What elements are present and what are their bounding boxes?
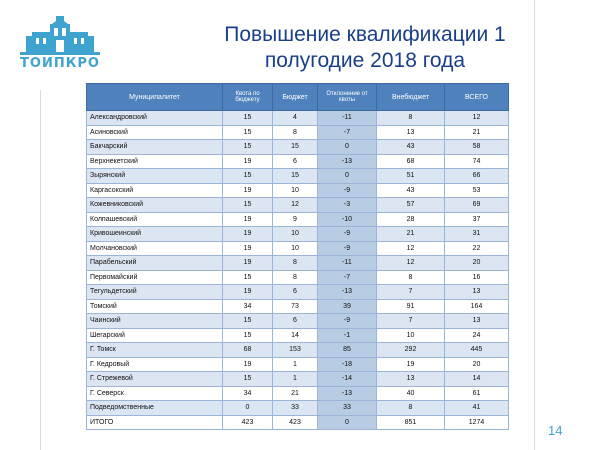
cell-total: 22 — [445, 241, 509, 256]
cell-quota: 19 — [223, 154, 273, 169]
cell-municipality: Каргасокский — [87, 183, 223, 198]
cell-municipality: Молчановский — [87, 241, 223, 256]
cell-quota: 19 — [223, 227, 273, 242]
cell-total: 164 — [445, 299, 509, 314]
cell-quota: 34 — [223, 386, 273, 401]
cell-extrabudget: 91 — [377, 299, 445, 314]
table-row — [87, 270, 509, 285]
title-line-1: Повышение квалификации 1 — [224, 23, 506, 46]
cell-quota: 15 — [223, 270, 273, 285]
cell-municipality: Тегульдетский — [87, 285, 223, 300]
cell-quota: 15 — [223, 372, 273, 387]
cell-quota: 423 — [223, 415, 273, 430]
cell-budget: 4 — [273, 111, 318, 126]
cell-total: 41 — [445, 401, 509, 416]
cell-municipality: Шегарский — [87, 328, 223, 343]
cell-extrabudget: 12 — [377, 256, 445, 271]
column-header-extrabudget: Внебюджет — [377, 84, 445, 111]
cell-deviation: -7 — [318, 270, 377, 285]
cell-total: 13 — [445, 285, 509, 300]
cell-budget: 15 — [273, 169, 318, 184]
table-row — [87, 357, 509, 372]
cell-total: 12 — [445, 111, 509, 126]
cell-deviation: -10 — [318, 212, 377, 227]
cell-budget: 10 — [273, 227, 318, 242]
cell-total: 13 — [445, 314, 509, 329]
cell-extrabudget: 10 — [377, 328, 445, 343]
cell-budget: 9 — [273, 212, 318, 227]
cell-deviation: -3 — [318, 198, 377, 213]
cell-extrabudget: 8 — [377, 401, 445, 416]
cell-quota: 15 — [223, 169, 273, 184]
logo — [12, 14, 108, 76]
cell-municipality: Г. Кедровый — [87, 357, 223, 372]
cell-budget: 10 — [273, 183, 318, 198]
table-row — [87, 154, 509, 169]
cell-total: 20 — [445, 357, 509, 372]
cell-quota: 15 — [223, 198, 273, 213]
cell-quota: 15 — [223, 314, 273, 329]
cell-total: 31 — [445, 227, 509, 242]
cell-extrabudget: 21 — [377, 227, 445, 242]
cell-budget: 423 — [273, 415, 318, 430]
cell-budget: 8 — [273, 125, 318, 140]
title-line-2: полугодие 2018 года — [264, 49, 466, 72]
cell-extrabudget: 19 — [377, 357, 445, 372]
cell-extrabudget: 43 — [377, 183, 445, 198]
cell-total: 24 — [445, 328, 509, 343]
cell-total: 66 — [445, 169, 509, 184]
cell-deviation: 0 — [318, 415, 377, 430]
table-row — [87, 169, 509, 184]
table-row — [87, 386, 509, 401]
logo-text: ТОИПКРО — [20, 56, 100, 71]
cell-quota: 15 — [223, 111, 273, 126]
cell-quota: 19 — [223, 285, 273, 300]
table-row — [87, 401, 509, 416]
cell-extrabudget: 13 — [377, 125, 445, 140]
cell-extrabudget: 8 — [377, 270, 445, 285]
cell-deviation: 39 — [318, 299, 377, 314]
table-header-row — [87, 84, 509, 111]
qualification-table — [86, 83, 509, 430]
cell-total: 58 — [445, 140, 509, 155]
column-header-total: ВСЕГО — [445, 84, 509, 111]
column-header-budget: Бюджет — [273, 84, 318, 111]
cell-extrabudget: 43 — [377, 140, 445, 155]
page-title — [170, 22, 560, 74]
table-row — [87, 227, 509, 242]
cell-budget: 6 — [273, 154, 318, 169]
cell-quota: 19 — [223, 357, 273, 372]
cell-extrabudget: 8 — [377, 111, 445, 126]
cell-total: 1274 — [445, 415, 509, 430]
cell-municipality: Подведомственные — [87, 401, 223, 416]
table-row — [87, 212, 509, 227]
cell-budget: 15 — [273, 140, 318, 155]
cell-extrabudget: 292 — [377, 343, 445, 358]
table-row — [87, 328, 509, 343]
cell-municipality: Чаинский — [87, 314, 223, 329]
cell-deviation: -11 — [318, 111, 377, 126]
cell-budget: 6 — [273, 285, 318, 300]
cell-municipality: Первомайский — [87, 270, 223, 285]
cell-municipality: Г. Северск — [87, 386, 223, 401]
cell-municipality: Зырянский — [87, 169, 223, 184]
cell-quota: 34 — [223, 299, 273, 314]
cell-deviation: -18 — [318, 357, 377, 372]
cell-deviation: 85 — [318, 343, 377, 358]
cell-budget: 8 — [273, 270, 318, 285]
cell-municipality: Г. Томск — [87, 343, 223, 358]
cell-deviation: -13 — [318, 154, 377, 169]
cell-deviation: 33 — [318, 401, 377, 416]
column-header-quota: Квота по бюджету — [223, 84, 273, 111]
table-row — [87, 111, 509, 126]
cell-deviation: 0 — [318, 169, 377, 184]
cell-budget: 12 — [273, 198, 318, 213]
cell-municipality: Г. Стрежевой — [87, 372, 223, 387]
cell-deviation: -9 — [318, 314, 377, 329]
cell-total: 74 — [445, 154, 509, 169]
cell-extrabudget: 51 — [377, 169, 445, 184]
building-icon — [12, 14, 108, 56]
cell-extrabudget: 13 — [377, 372, 445, 387]
cell-extrabudget: 7 — [377, 285, 445, 300]
cell-quota: 19 — [223, 183, 273, 198]
table-row — [87, 299, 509, 314]
table-row — [87, 140, 509, 155]
page-number: 14 — [548, 423, 563, 438]
cell-total: 21 — [445, 125, 509, 140]
cell-quota: 19 — [223, 256, 273, 271]
cell-extrabudget: 7 — [377, 314, 445, 329]
cell-budget: 10 — [273, 241, 318, 256]
table-row — [87, 125, 509, 140]
cell-quota: 68 — [223, 343, 273, 358]
cell-deviation: -11 — [318, 256, 377, 271]
table-row — [87, 198, 509, 213]
cell-deviation: -1 — [318, 328, 377, 343]
cell-extrabudget: 28 — [377, 212, 445, 227]
cell-total: 69 — [445, 198, 509, 213]
cell-total: 445 — [445, 343, 509, 358]
cell-budget: 153 — [273, 343, 318, 358]
cell-total: 20 — [445, 256, 509, 271]
cell-deviation: -9 — [318, 241, 377, 256]
table-row — [87, 285, 509, 300]
cell-total: 61 — [445, 386, 509, 401]
cell-deviation: -14 — [318, 372, 377, 387]
cell-total: 16 — [445, 270, 509, 285]
table-row — [87, 372, 509, 387]
cell-quota: 19 — [223, 212, 273, 227]
cell-quota: 15 — [223, 328, 273, 343]
cell-deviation: 0 — [318, 140, 377, 155]
cell-quota: 0 — [223, 401, 273, 416]
cell-extrabudget: 68 — [377, 154, 445, 169]
cell-budget: 1 — [273, 357, 318, 372]
cell-budget: 33 — [273, 401, 318, 416]
cell-quota: 15 — [223, 125, 273, 140]
cell-quota: 15 — [223, 140, 273, 155]
cell-extrabudget: 57 — [377, 198, 445, 213]
cell-budget: 1 — [273, 372, 318, 387]
table-row — [87, 183, 509, 198]
column-header-municipality: Муниципалитет — [87, 84, 223, 111]
cell-quota: 19 — [223, 241, 273, 256]
table-row — [87, 343, 509, 358]
cell-deviation: -13 — [318, 386, 377, 401]
table-row — [87, 314, 509, 329]
decorative-line-left — [40, 90, 41, 450]
cell-municipality: Томский — [87, 299, 223, 314]
cell-extrabudget: 851 — [377, 415, 445, 430]
table-body — [87, 111, 509, 430]
table-row — [87, 256, 509, 271]
cell-budget: 73 — [273, 299, 318, 314]
cell-deviation: -7 — [318, 125, 377, 140]
cell-budget: 14 — [273, 328, 318, 343]
cell-deviation: -9 — [318, 227, 377, 242]
cell-budget: 8 — [273, 256, 318, 271]
cell-municipality: Бакчарский — [87, 140, 223, 155]
table-row — [87, 241, 509, 256]
cell-extrabudget: 40 — [377, 386, 445, 401]
column-header-deviation: Отклонение от квоты — [318, 84, 377, 111]
cell-budget: 6 — [273, 314, 318, 329]
cell-total: 37 — [445, 212, 509, 227]
cell-municipality: Кожевниковский — [87, 198, 223, 213]
cell-total: 53 — [445, 183, 509, 198]
cell-municipality: Александровский — [87, 111, 223, 126]
cell-municipality: Колпашевский — [87, 212, 223, 227]
table-row — [87, 415, 509, 430]
cell-total: 14 — [445, 372, 509, 387]
cell-deviation: -13 — [318, 285, 377, 300]
cell-municipality: Кривошеинский — [87, 227, 223, 242]
cell-municipality: Асиновский — [87, 125, 223, 140]
cell-municipality: Парабельский — [87, 256, 223, 271]
cell-extrabudget: 12 — [377, 241, 445, 256]
cell-budget: 21 — [273, 386, 318, 401]
cell-municipality: Верхнекетский — [87, 154, 223, 169]
cell-municipality: ИТОГО — [87, 415, 223, 430]
cell-deviation: -9 — [318, 183, 377, 198]
